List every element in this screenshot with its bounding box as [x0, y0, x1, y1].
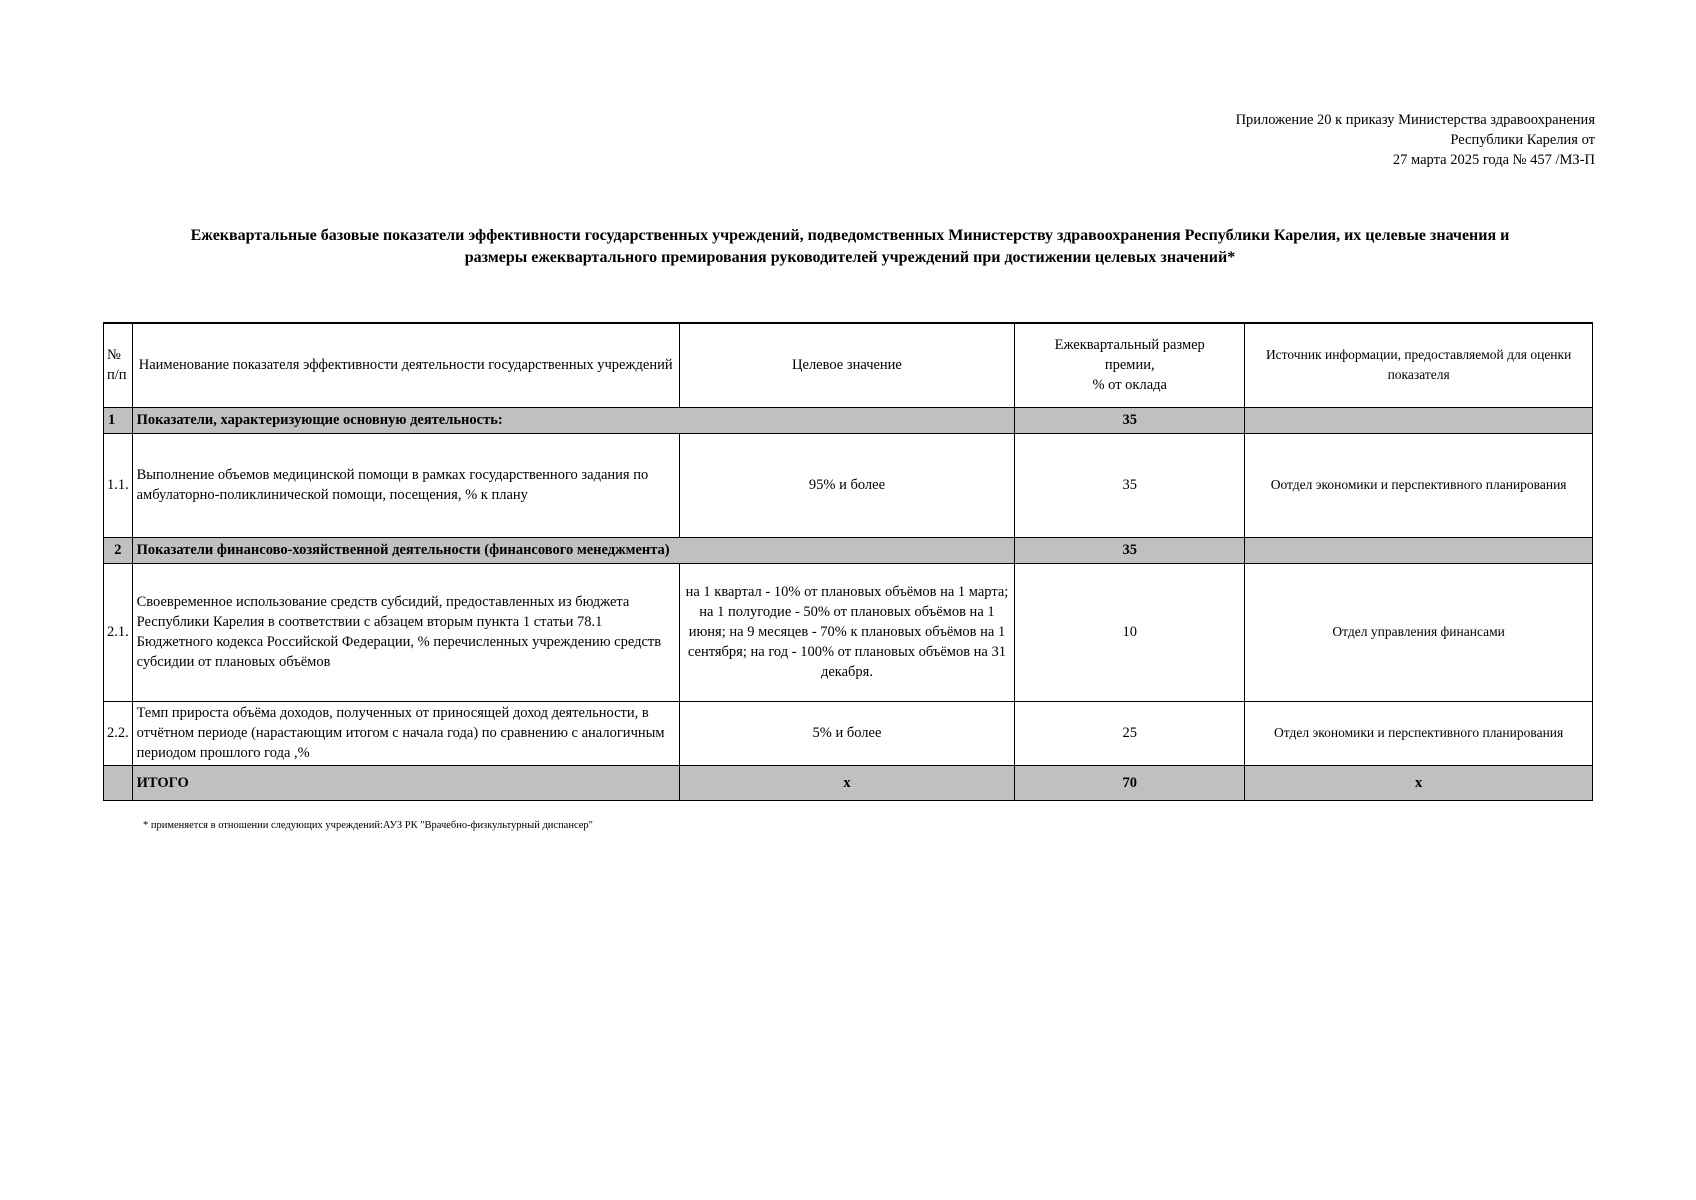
header-source: Источник информации, предоставляемой для оценки показателя: [1245, 323, 1593, 407]
approval-line-1: Приложение 20 к приказу Министерства здравоохранения: [1235, 112, 1595, 128]
row-1-1-target: 95% и более: [679, 433, 1014, 537]
row-1-1-num: 1.1.: [104, 433, 133, 537]
total-num: [104, 765, 133, 800]
indicators-table: [103, 322, 1593, 801]
section-2-source: [1245, 537, 1593, 563]
total-bonus: 70: [1015, 765, 1245, 800]
header-target: Целевое значение: [679, 323, 1014, 407]
table-header-row: [104, 323, 1593, 407]
header-num: № п/п: [104, 323, 133, 407]
total-row: [104, 765, 1593, 800]
row-2-2-source: Отдел экономики и перспективного планирования: [1245, 701, 1593, 765]
header-name: Наименование показателя эффективности деятельности государственных учреждений: [132, 323, 679, 407]
section-row-2: [104, 537, 1593, 563]
row-2-2-bonus: 25: [1015, 701, 1245, 765]
table-row-2-2: [104, 701, 1593, 765]
total-label: ИТОГО: [132, 765, 679, 800]
header-bonus-line-2: премии,: [1104, 357, 1155, 374]
total-target: х: [679, 765, 1014, 800]
document-title: [110, 225, 1590, 269]
row-1-1-source: Оотдел экономики и перспективного планирования: [1245, 433, 1593, 537]
row-2-1-source: Отдел управления финансами: [1245, 563, 1593, 701]
title-line-1: Ежеквартальные базовые показатели эффективности государственных учреждений, подведомственных Министерству здравоохранения Республики Карелия, их целевые значения и: [190, 227, 1510, 244]
approval-stamp: [1075, 110, 1595, 170]
row-2-2-num: 2.2.: [104, 701, 133, 765]
table-row-2-1: [104, 563, 1593, 701]
total-source: х: [1245, 765, 1593, 800]
table-row-1-1: [104, 433, 1593, 537]
section-row-1: [104, 407, 1593, 433]
section-1-bonus: 35: [1015, 407, 1245, 433]
section-1-num: 1: [104, 407, 133, 433]
section-1-name: Показатели, характеризующие основную деятельность:: [132, 407, 1015, 433]
title-line-2: размеры ежеквартального премирования руководителей учреждений при достижении целевых значений*: [464, 249, 1236, 266]
row-2-1-bonus: 10: [1015, 563, 1245, 701]
row-2-1-name: Своевременное использование средств субсидий, предоставленных из бюджета Республики Карелия в соответствии с абзацем вторым пункта 1 статьи 78.1 Бюджетного кодекса Российской Федерации, % перечисленных учреждению средств субсидии от плановых объёмов: [132, 563, 679, 701]
header-bonus: [1015, 323, 1245, 407]
header-bonus-line-1: Ежеквартальный размер: [1054, 337, 1205, 354]
section-2-bonus: 35: [1015, 537, 1245, 563]
row-2-1-target: на 1 квартал - 10% от плановых объёмов на 1 марта; на 1 полугодие - 50% от плановых объёмов на 1 июня; на 9 месяцев - 70% к плановых объёмов на 1 сентября; на год - 100% от плановых объёмов на 31 декабря.: [679, 563, 1014, 701]
section-2-name: Показатели финансово-хозяйственной деятельности (финансового менеджмента): [132, 537, 1015, 563]
row-1-1-name: Выполнение объемов медицинской помощи в рамках государственного задания по амбулаторно-поликлинической помощи, посещения, % к плану: [132, 433, 679, 537]
footnote: * применяется в отношении следующих учреждений:АУЗ РК "Врачебно-физкультурный диспансер": [143, 820, 593, 831]
row-2-2-target: 5% и более: [679, 701, 1014, 765]
section-1-source: [1245, 407, 1593, 433]
section-2-num: 2: [104, 537, 133, 563]
approval-line-3: 27 марта 2025 года № 457 /МЗ-П: [1392, 152, 1595, 168]
approval-line-2: Республики Карелия от: [1450, 132, 1595, 148]
row-2-1-num: 2.1.: [104, 563, 133, 701]
header-bonus-line-3: % от оклада: [1092, 377, 1167, 394]
row-2-2-name: Темп прироста объёма доходов, полученных от приносящей доход деятельности, в отчётном периоде (нарастающим итогом с начала года) по сравнению с аналогичным периодом прошлого года ,%: [132, 701, 679, 765]
row-1-1-bonus: 35: [1015, 433, 1245, 537]
